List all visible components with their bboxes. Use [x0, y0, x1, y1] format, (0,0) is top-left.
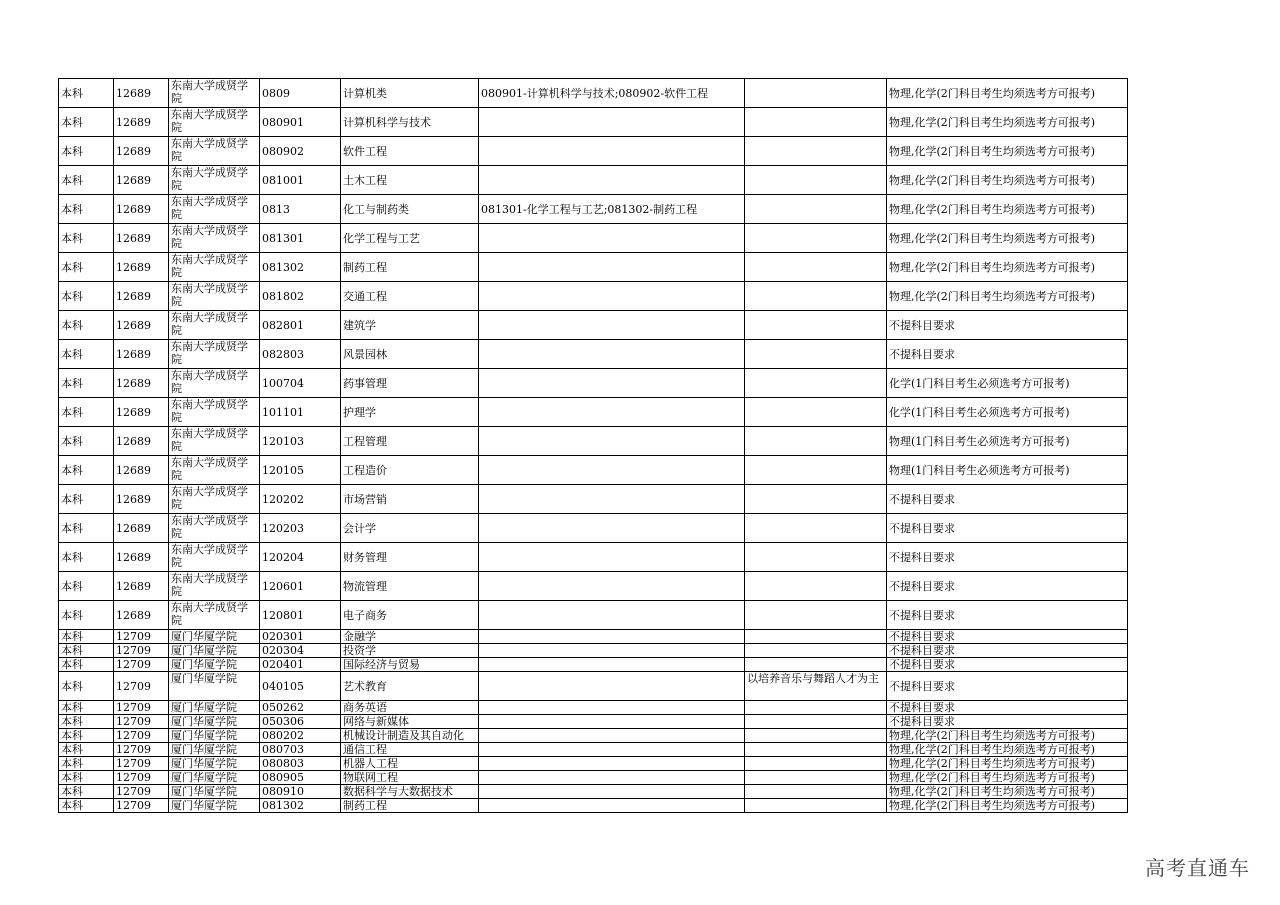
cell-school-name: 东南大学成贤学院 [169, 79, 260, 108]
cell-subject-requirement: 物理,化学(2门科目考生均须选考方可报考) [887, 729, 1128, 743]
cell-school-name: 东南大学成贤学院 [169, 137, 260, 166]
cell-major-name: 化学工程与工艺 [341, 224, 479, 253]
cell-level: 本科 [59, 398, 114, 427]
cell-school-name: 厦门华厦学院 [169, 729, 260, 743]
cell-level: 本科 [59, 166, 114, 195]
cell-major-name: 制药工程 [341, 253, 479, 282]
cell-included-majors: 080901-计算机科学与技术;080902-软件工程 [479, 79, 745, 108]
cell-included-majors [479, 369, 745, 398]
cell-level: 本科 [59, 224, 114, 253]
cell-note [745, 715, 887, 729]
cell-included-majors [479, 715, 745, 729]
cell-school-name: 东南大学成贤学院 [169, 427, 260, 456]
cell-major-name: 风景园林 [341, 340, 479, 369]
cell-major-name: 艺术教育 [341, 672, 479, 701]
cell-school-code: 12709 [114, 630, 169, 644]
cell-major-name: 电子商务 [341, 601, 479, 630]
cell-major-code: 120801 [260, 601, 341, 630]
cell-major-name: 物流管理 [341, 572, 479, 601]
cell-major-code: 0813 [260, 195, 341, 224]
cell-subject-requirement: 物理,化学(2门科目考生均须选考方可报考) [887, 137, 1128, 166]
cell-note [745, 601, 887, 630]
cell-included-majors [479, 514, 745, 543]
cell-subject-requirement: 物理,化学(2门科目考生均须选考方可报考) [887, 757, 1128, 771]
cell-note [745, 729, 887, 743]
watermark-text: 高考直通车 [1145, 856, 1250, 880]
cell-school-code: 12709 [114, 771, 169, 785]
cell-major-name: 软件工程 [341, 137, 479, 166]
cell-included-majors [479, 743, 745, 757]
table-row [59, 311, 1128, 340]
cell-school-code: 12689 [114, 601, 169, 630]
cell-major-name: 数据科学与大数据技术 [341, 785, 479, 799]
cell-major-name: 投资学 [341, 644, 479, 658]
cell-school-name: 厦门华厦学院 [169, 630, 260, 644]
cell-major-code: 082801 [260, 311, 341, 340]
cell-major-name: 护理学 [341, 398, 479, 427]
cell-major-code: 081802 [260, 282, 341, 311]
table-row [59, 456, 1128, 485]
cell-major-name: 网络与新媒体 [341, 715, 479, 729]
cell-included-majors [479, 601, 745, 630]
table-row [59, 485, 1128, 514]
cell-note [745, 253, 887, 282]
cell-school-name: 厦门华厦学院 [169, 743, 260, 757]
cell-level: 本科 [59, 672, 114, 701]
cell-school-code: 12689 [114, 427, 169, 456]
cell-included-majors [479, 485, 745, 514]
cell-school-name: 厦门华厦学院 [169, 785, 260, 799]
table-row [59, 195, 1128, 224]
cell-school-name: 东南大学成贤学院 [169, 340, 260, 369]
cell-note [745, 785, 887, 799]
cell-major-code: 080901 [260, 108, 341, 137]
cell-level: 本科 [59, 644, 114, 658]
cell-subject-requirement: 物理,化学(2门科目考生均须选考方可报考) [887, 743, 1128, 757]
table-row [59, 729, 1128, 743]
cell-note [745, 369, 887, 398]
table-row [59, 253, 1128, 282]
cell-subject-requirement: 物理(1门科目考生必须选考方可报考) [887, 456, 1128, 485]
cell-school-code: 12689 [114, 340, 169, 369]
cell-level: 本科 [59, 630, 114, 644]
cell-school-code: 12689 [114, 224, 169, 253]
cell-major-name: 计算机类 [341, 79, 479, 108]
cell-school-code: 12689 [114, 253, 169, 282]
cell-subject-requirement: 不提科目要求 [887, 601, 1128, 630]
subject-requirement-table [58, 78, 1128, 813]
cell-subject-requirement: 物理,化学(2门科目考生均须选考方可报考) [887, 253, 1128, 282]
cell-subject-requirement: 不提科目要求 [887, 340, 1128, 369]
cell-school-name: 厦门华厦学院 [169, 757, 260, 771]
table-row [59, 224, 1128, 253]
cell-subject-requirement: 物理,化学(2门科目考生均须选考方可报考) [887, 79, 1128, 108]
cell-school-code: 12689 [114, 543, 169, 572]
cell-level: 本科 [59, 137, 114, 166]
table-row [59, 601, 1128, 630]
cell-major-code: 120204 [260, 543, 341, 572]
table-row [59, 658, 1128, 672]
cell-major-name: 商务英语 [341, 701, 479, 715]
cell-level: 本科 [59, 79, 114, 108]
cell-major-code: 120203 [260, 514, 341, 543]
cell-school-name: 东南大学成贤学院 [169, 572, 260, 601]
cell-major-code: 020401 [260, 658, 341, 672]
cell-school-name: 东南大学成贤学院 [169, 253, 260, 282]
cell-school-name: 东南大学成贤学院 [169, 195, 260, 224]
cell-major-code: 081001 [260, 166, 341, 195]
cell-major-code: 050262 [260, 701, 341, 715]
cell-school-code: 12709 [114, 701, 169, 715]
cell-major-name: 市场营销 [341, 485, 479, 514]
table-row [59, 108, 1128, 137]
cell-school-code: 12689 [114, 456, 169, 485]
cell-school-name: 东南大学成贤学院 [169, 224, 260, 253]
cell-level: 本科 [59, 658, 114, 672]
cell-major-name: 建筑学 [341, 311, 479, 340]
cell-note [745, 137, 887, 166]
cell-note [745, 456, 887, 485]
cell-major-code: 101101 [260, 398, 341, 427]
cell-major-name: 会计学 [341, 514, 479, 543]
cell-included-majors [479, 340, 745, 369]
cell-school-code: 12689 [114, 369, 169, 398]
cell-note: 以培养音乐与舞蹈人才为主 [745, 672, 887, 701]
cell-included-majors [479, 137, 745, 166]
cell-major-code: 100704 [260, 369, 341, 398]
table-row [59, 644, 1128, 658]
cell-included-majors [479, 398, 745, 427]
cell-level: 本科 [59, 369, 114, 398]
cell-level: 本科 [59, 729, 114, 743]
cell-subject-requirement: 物理,化学(2门科目考生均须选考方可报考) [887, 771, 1128, 785]
cell-major-code: 080703 [260, 743, 341, 757]
table-row [59, 137, 1128, 166]
cell-level: 本科 [59, 108, 114, 137]
cell-major-code: 120601 [260, 572, 341, 601]
table-row [59, 340, 1128, 369]
cell-major-code: 082803 [260, 340, 341, 369]
table-body [59, 79, 1128, 813]
cell-level: 本科 [59, 456, 114, 485]
cell-level: 本科 [59, 757, 114, 771]
cell-level: 本科 [59, 799, 114, 813]
cell-school-name: 东南大学成贤学院 [169, 485, 260, 514]
cell-included-majors [479, 282, 745, 311]
cell-level: 本科 [59, 701, 114, 715]
cell-included-majors [479, 799, 745, 813]
cell-level: 本科 [59, 253, 114, 282]
cell-level: 本科 [59, 785, 114, 799]
cell-school-name: 厦门华厦学院 [169, 715, 260, 729]
table-row [59, 79, 1128, 108]
cell-level: 本科 [59, 485, 114, 514]
cell-included-majors [479, 729, 745, 743]
cell-subject-requirement: 不提科目要求 [887, 311, 1128, 340]
cell-included-majors [479, 701, 745, 715]
cell-note [745, 644, 887, 658]
cell-major-code: 081301 [260, 224, 341, 253]
cell-school-code: 12689 [114, 166, 169, 195]
cell-subject-requirement: 不提科目要求 [887, 701, 1128, 715]
cell-note [745, 108, 887, 137]
cell-note [745, 743, 887, 757]
cell-school-code: 12709 [114, 785, 169, 799]
cell-major-code: 120202 [260, 485, 341, 514]
cell-school-name: 东南大学成贤学院 [169, 369, 260, 398]
cell-major-name: 化工与制药类 [341, 195, 479, 224]
table-row [59, 514, 1128, 543]
cell-school-code: 12709 [114, 658, 169, 672]
cell-school-name: 厦门华厦学院 [169, 771, 260, 785]
cell-major-name: 物联网工程 [341, 771, 479, 785]
cell-note [745, 658, 887, 672]
table-row [59, 672, 1128, 701]
cell-school-name: 厦门华厦学院 [169, 799, 260, 813]
cell-major-code: 120105 [260, 456, 341, 485]
cell-major-name: 计算机科学与技术 [341, 108, 479, 137]
table-row [59, 715, 1128, 729]
cell-major-name: 金融学 [341, 630, 479, 644]
cell-school-code: 12709 [114, 715, 169, 729]
cell-school-code: 12689 [114, 398, 169, 427]
cell-note [745, 799, 887, 813]
cell-subject-requirement: 不提科目要求 [887, 572, 1128, 601]
cell-level: 本科 [59, 427, 114, 456]
cell-included-majors [479, 785, 745, 799]
cell-included-majors [479, 166, 745, 195]
cell-major-code: 020304 [260, 644, 341, 658]
cell-subject-requirement: 物理,化学(2门科目考生均须选考方可报考) [887, 195, 1128, 224]
cell-school-name: 东南大学成贤学院 [169, 311, 260, 340]
cell-note [745, 224, 887, 253]
cell-included-majors [479, 644, 745, 658]
cell-included-majors [479, 630, 745, 644]
cell-school-code: 12709 [114, 743, 169, 757]
cell-level: 本科 [59, 514, 114, 543]
cell-school-name: 东南大学成贤学院 [169, 398, 260, 427]
cell-major-name: 国际经济与贸易 [341, 658, 479, 672]
cell-major-name: 交通工程 [341, 282, 479, 311]
cell-included-majors [479, 672, 745, 701]
table-row [59, 369, 1128, 398]
cell-note [745, 311, 887, 340]
cell-major-name: 土木工程 [341, 166, 479, 195]
cell-level: 本科 [59, 601, 114, 630]
cell-level: 本科 [59, 771, 114, 785]
cell-note [745, 166, 887, 195]
cell-school-code: 12689 [114, 108, 169, 137]
cell-included-majors [479, 572, 745, 601]
cell-note [745, 282, 887, 311]
cell-major-code: 080905 [260, 771, 341, 785]
cell-note [745, 757, 887, 771]
cell-subject-requirement: 物理,化学(2门科目考生均须选考方可报考) [887, 166, 1128, 195]
table-row [59, 166, 1128, 195]
cell-subject-requirement: 不提科目要求 [887, 672, 1128, 701]
cell-subject-requirement: 不提科目要求 [887, 715, 1128, 729]
cell-school-code: 12689 [114, 311, 169, 340]
cell-major-name: 机械设计制造及其自动化 [341, 729, 479, 743]
cell-included-majors [479, 658, 745, 672]
cell-note [745, 543, 887, 572]
cell-school-code: 12709 [114, 644, 169, 658]
cell-major-code: 040105 [260, 672, 341, 701]
cell-subject-requirement: 不提科目要求 [887, 514, 1128, 543]
cell-included-majors [479, 253, 745, 282]
cell-subject-requirement: 不提科目要求 [887, 630, 1128, 644]
table-row [59, 799, 1128, 813]
cell-subject-requirement: 物理,化学(2门科目考生均须选考方可报考) [887, 224, 1128, 253]
cell-major-code: 080202 [260, 729, 341, 743]
cell-school-code: 12689 [114, 514, 169, 543]
cell-note [745, 701, 887, 715]
cell-included-majors [479, 224, 745, 253]
cell-major-name: 工程造价 [341, 456, 479, 485]
cell-school-code: 12689 [114, 572, 169, 601]
table-row [59, 701, 1128, 715]
cell-subject-requirement: 物理,化学(2门科目考生均须选考方可报考) [887, 108, 1128, 137]
cell-subject-requirement: 物理(1门科目考生必须选考方可报考) [887, 427, 1128, 456]
cell-major-code: 080910 [260, 785, 341, 799]
cell-included-majors [479, 311, 745, 340]
cell-note [745, 79, 887, 108]
cell-note [745, 398, 887, 427]
cell-school-code: 12689 [114, 195, 169, 224]
cell-included-majors [479, 108, 745, 137]
cell-school-name: 厦门华厦学院 [169, 672, 260, 701]
cell-major-name: 制药工程 [341, 799, 479, 813]
cell-school-name: 厦门华厦学院 [169, 701, 260, 715]
cell-school-code: 12689 [114, 282, 169, 311]
cell-included-majors: 081301-化学工程与工艺;081302-制药工程 [479, 195, 745, 224]
cell-school-name: 东南大学成贤学院 [169, 456, 260, 485]
cell-level: 本科 [59, 340, 114, 369]
table-row [59, 757, 1128, 771]
cell-subject-requirement: 物理,化学(2门科目考生均须选考方可报考) [887, 282, 1128, 311]
cell-note [745, 427, 887, 456]
cell-school-name: 东南大学成贤学院 [169, 108, 260, 137]
cell-major-name: 药事管理 [341, 369, 479, 398]
cell-major-code: 080902 [260, 137, 341, 166]
cell-school-name: 东南大学成贤学院 [169, 601, 260, 630]
cell-note [745, 195, 887, 224]
cell-school-code: 12689 [114, 137, 169, 166]
cell-level: 本科 [59, 195, 114, 224]
cell-major-name: 机器人工程 [341, 757, 479, 771]
cell-school-name: 东南大学成贤学院 [169, 514, 260, 543]
cell-level: 本科 [59, 715, 114, 729]
cell-subject-requirement: 物理,化学(2门科目考生均须选考方可报考) [887, 799, 1128, 813]
cell-subject-requirement: 不提科目要求 [887, 543, 1128, 572]
cell-included-majors [479, 427, 745, 456]
cell-note [745, 340, 887, 369]
table-row [59, 398, 1128, 427]
cell-note [745, 572, 887, 601]
table-row [59, 785, 1128, 799]
cell-school-code: 12689 [114, 79, 169, 108]
cell-major-code: 120103 [260, 427, 341, 456]
table-row [59, 630, 1128, 644]
cell-major-name: 工程管理 [341, 427, 479, 456]
cell-school-name: 厦门华厦学院 [169, 658, 260, 672]
table-row [59, 743, 1128, 757]
cell-included-majors [479, 757, 745, 771]
table-row [59, 572, 1128, 601]
cell-subject-requirement: 化学(1门科目考生必须选考方可报考) [887, 369, 1128, 398]
cell-subject-requirement: 不提科目要求 [887, 485, 1128, 514]
cell-school-name: 厦门华厦学院 [169, 644, 260, 658]
cell-note [745, 771, 887, 785]
cell-note [745, 514, 887, 543]
table-row [59, 282, 1128, 311]
cell-major-code: 020301 [260, 630, 341, 644]
cell-level: 本科 [59, 543, 114, 572]
cell-school-code: 12709 [114, 757, 169, 771]
cell-level: 本科 [59, 572, 114, 601]
cell-major-code: 0809 [260, 79, 341, 108]
cell-school-code: 12709 [114, 672, 169, 701]
cell-subject-requirement: 不提科目要求 [887, 644, 1128, 658]
cell-included-majors [479, 456, 745, 485]
table-row [59, 771, 1128, 785]
cell-school-code: 12709 [114, 729, 169, 743]
cell-school-code: 12709 [114, 799, 169, 813]
table-row [59, 427, 1128, 456]
cell-level: 本科 [59, 743, 114, 757]
cell-school-name: 东南大学成贤学院 [169, 282, 260, 311]
cell-subject-requirement: 不提科目要求 [887, 658, 1128, 672]
cell-major-name: 财务管理 [341, 543, 479, 572]
cell-note [745, 630, 887, 644]
cell-level: 本科 [59, 282, 114, 311]
cell-included-majors [479, 543, 745, 572]
cell-note [745, 485, 887, 514]
cell-major-code: 080803 [260, 757, 341, 771]
cell-major-code: 081302 [260, 253, 341, 282]
cell-level: 本科 [59, 311, 114, 340]
table-row [59, 543, 1128, 572]
cell-major-name: 通信工程 [341, 743, 479, 757]
cell-school-name: 东南大学成贤学院 [169, 543, 260, 572]
cell-included-majors [479, 771, 745, 785]
cell-major-code: 081302 [260, 799, 341, 813]
cell-subject-requirement: 化学(1门科目考生必须选考方可报考) [887, 398, 1128, 427]
cell-major-code: 050306 [260, 715, 341, 729]
cell-school-name: 东南大学成贤学院 [169, 166, 260, 195]
cell-school-code: 12689 [114, 485, 169, 514]
cell-subject-requirement: 物理,化学(2门科目考生均须选考方可报考) [887, 785, 1128, 799]
